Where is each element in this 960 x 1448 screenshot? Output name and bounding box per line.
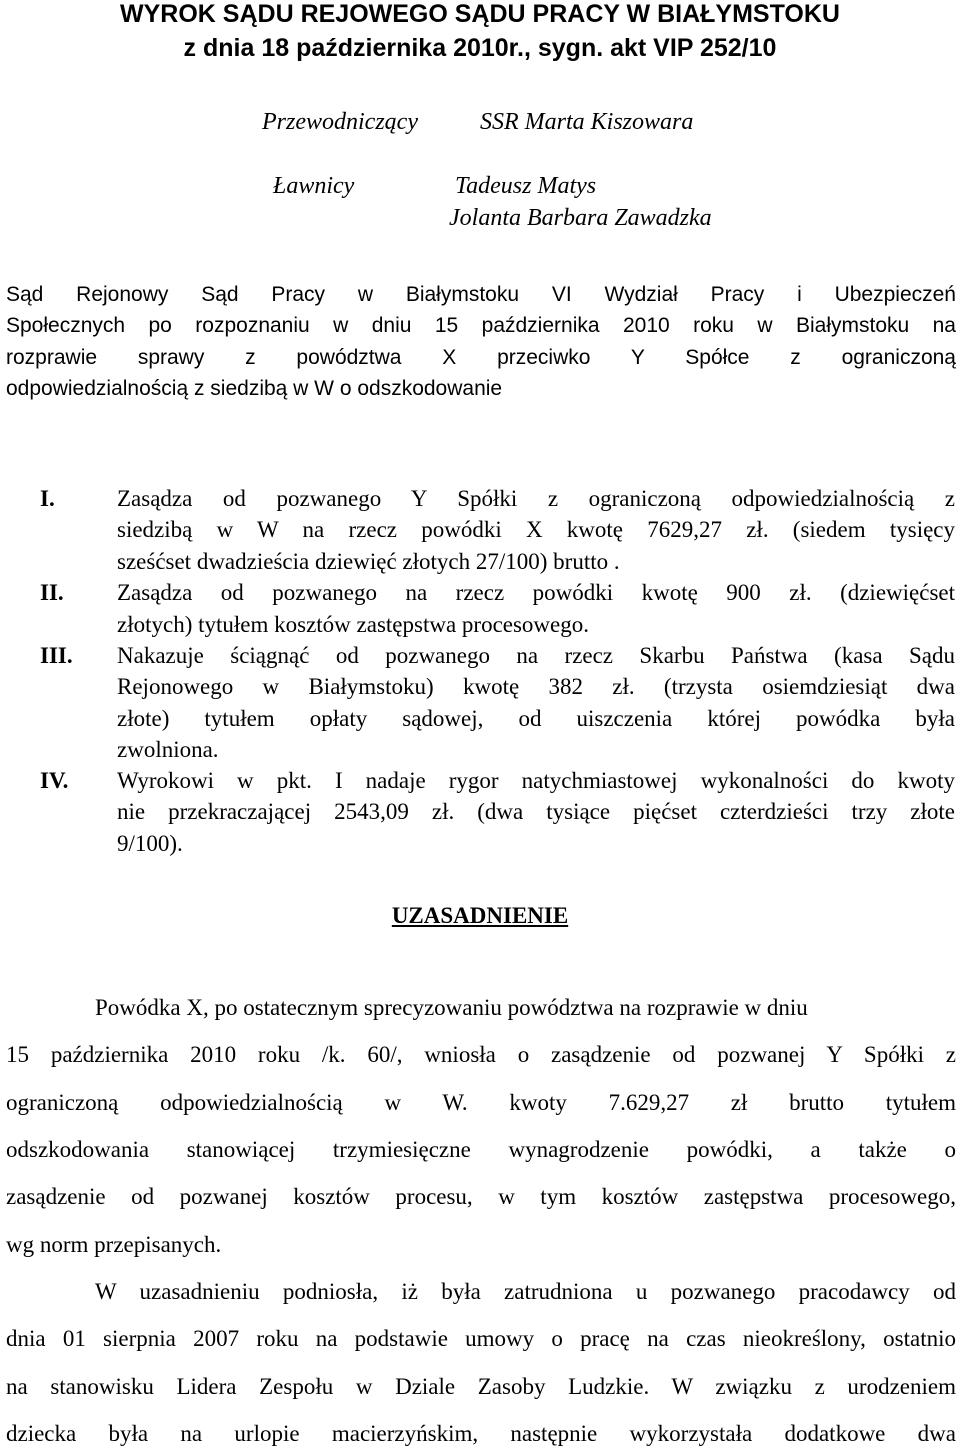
- justification-line: dziecka była na urlopie macierzyńskim, następnie wykorzystała dodatkowe dwa: [6, 1421, 956, 1446]
- verdict-line: Rejonowego w Białymstoku) kwotę 382 zł. (trzysta osiemdziesiąt dwa: [117, 674, 955, 699]
- justification-line: dnia 01 sierpnia 2007 roku na podstawie umowy o pracę na czas nieokreślony, ostatnio: [6, 1326, 956, 1351]
- justification-line: 15 października 2010 roku /k. 60/, wniosła o zasądzenie od pozwanej Y Spółki z: [6, 1042, 956, 1067]
- chair-label: Przewodniczący: [262, 109, 418, 135]
- justification-line: zasądzenie od pozwanej kosztów procesu, w tym kosztów zastępstwa procesowego,: [6, 1184, 956, 1209]
- intro-line: rozprawie sprawy z powództwa X przeciwko Y Spółce z ograniczoną: [6, 346, 956, 369]
- verdict-numeral: IV.: [40, 768, 69, 793]
- verdict-line: siedzibą w W na rzecz powódki X kwotę 7629,27 zł. (siedem tysięcy: [117, 517, 955, 542]
- justification-line: na stanowisku Lidera Zespołu w Dziale Zasoby Ludzkie. W związku z urodzeniem: [6, 1374, 956, 1399]
- verdict-numeral: II.: [40, 580, 64, 605]
- verdict-line: Nakazuje ściągnąć od pozwanego na rzecz Skarbu Państwa (kasa Sądu: [117, 643, 955, 668]
- jurors-label: Ławnicy: [273, 173, 355, 199]
- justification-line: wg norm przepisanych.: [6, 1232, 222, 1257]
- verdict-line: zwolniona.: [117, 737, 219, 762]
- justification-line: odszkodowania stanowiącej trzymiesięczne wynagrodzenie powódki, a także o: [6, 1137, 956, 1162]
- justification-line: W uzasadnieniu podniosła, iż była zatrudniona u pozwanego pracodawcy od: [95, 1279, 956, 1304]
- verdict-line: sześćset dwadzieścia dziewięć złotych 27/100) brutto .: [117, 549, 620, 574]
- verdict-numeral: III.: [40, 643, 73, 668]
- verdict-numeral: I.: [40, 486, 55, 511]
- chair-name: SSR Marta Kiszowara: [480, 109, 694, 135]
- juror-name: Tadeusz Matys: [455, 173, 597, 199]
- juror-name: Jolanta Barbara Zawadzka: [449, 205, 712, 231]
- verdict-line: Zasądza od pozwanego Y Spółki z ograniczoną odpowiedzialnością z: [117, 486, 955, 511]
- intro-line: Społecznych po rozpoznaniu w dniu 15 października 2010 roku w Białymstoku na: [6, 314, 956, 337]
- intro-line: odpowiedzialnością z siedzibą w W o odszkodowanie: [6, 377, 503, 400]
- verdict-line: Zasądza od pozwanego na rzecz powódki kwotę 900 zł. (dziewięćset: [117, 580, 955, 605]
- verdict-line: 9/100).: [117, 831, 183, 856]
- document-subtitle: z dnia 18 października 2010r., sygn. akt VIP 252/10: [183, 34, 777, 62]
- document-title: WYROK SĄDU REJOWEGO SĄDU PRACY W BIAŁYMSTOKU: [120, 0, 840, 28]
- verdict-line: Wyrokowi w pkt. I nadaje rygor natychmiastowej wykonalności do kwoty: [117, 768, 955, 793]
- justification-heading: UZASADNIENIE: [391, 903, 569, 928]
- justification-line: Powódka X, po ostatecznym sprecyzowaniu powództwa na rozprawie w dniu: [95, 995, 808, 1020]
- verdict-line: złotych) tytułem kosztów zastępstwa procesowego.: [117, 612, 590, 637]
- verdict-line: złote) tytułem opłaty sądowej, od uiszczenia której powódka była: [117, 706, 955, 731]
- justification-line: ograniczoną odpowiedzialnością w W. kwoty 7.629,27 zł brutto tytułem: [6, 1090, 956, 1115]
- intro-line: Sąd Rejonowy Sąd Pracy w Białymstoku VI Wydział Pracy i Ubezpieczeń: [6, 283, 956, 306]
- verdict-line: nie przekraczającej 2543,09 zł. (dwa tysiące pięćset czterdzieści trzy złote: [117, 799, 955, 824]
